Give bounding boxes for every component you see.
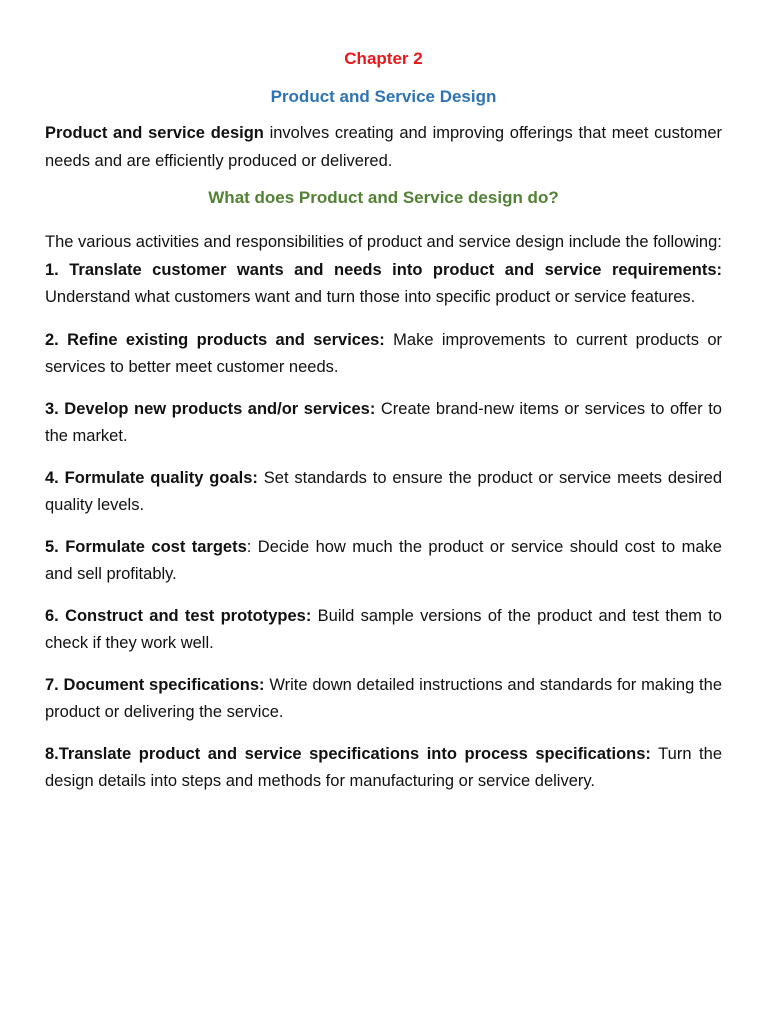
list-item-text: Set standards to ensure the product or service meets desired quality levels. [45,468,722,514]
list-item-text: Turn the design details into steps and methods for manufacturing or service delivery. [45,744,722,790]
list-item-text: Write down detailed instructions and standards for making the product or delivering the service. [45,675,722,721]
page-title: Product and Service Design [270,87,497,106]
list-item-1 [45,257,722,312]
list-item-6 [45,603,722,658]
list-item-heading: 5. Formulate cost targets [45,537,247,556]
list-item-2 [45,327,722,382]
definition-text: involves creating and improving offerings that meet customer needs and are efficiently produced or delivered. [45,124,722,170]
list-item-text: Understand what customers want and turn those into specific product or service features. [45,288,696,306]
list-item-text: Create brand-new items or services to offer to the market. [45,399,722,445]
list-item-heading: 4. Formulate quality goals: [45,468,258,487]
intro-paragraph: The various activities and responsibilities of product and service design include the following: [45,233,722,251]
list-item-text: : Decide how much the product or service should cost to make and sell profitably. [45,537,722,583]
list-item-heading: 6. Construct and test prototypes: [45,606,312,625]
list-item-3 [45,396,722,451]
list-item-heading: 2. Refine existing products and services: [45,330,385,349]
list-item-text: Make improvements to current products or services to better meet customer needs. [45,330,722,376]
definition-paragraph [45,120,722,175]
list-item-heading: 7. Document specifications: [45,675,265,694]
definition-term: Product and service design [45,124,264,142]
list-item-8 [45,741,722,796]
chapter-heading: Chapter 2 [344,49,423,68]
list-item-heading: 3. Develop new products and/or services: [45,399,376,418]
list-item-text: Build sample versions of the product and test them to check if they work well. [45,606,722,652]
list-item-5 [45,534,722,589]
list-item-heading: 8.Translate product and service specifications into process specifications: [45,744,651,763]
list-item-7 [45,672,722,727]
section-subtitle: What does Product and Service design do? [208,188,559,207]
list-item-4 [45,465,722,520]
list-item-heading: 1. Translate customer wants and needs into product and service requirements: [45,260,722,279]
